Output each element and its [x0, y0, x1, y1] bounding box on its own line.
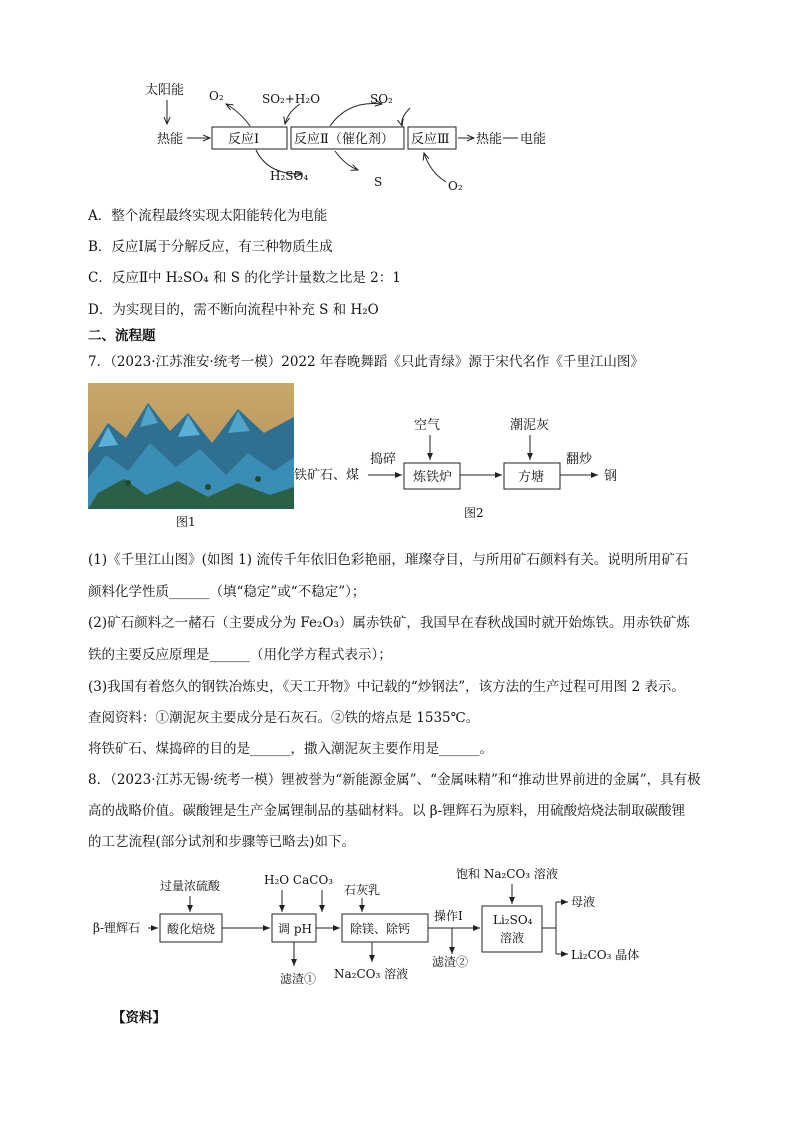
lithium-flow-diagram — [0, 862, 794, 992]
acid-label: 过量浓硫酸 — [160, 879, 221, 893]
crush-label: 捣碎 — [370, 452, 397, 467]
residue1-label: 滤渣① — [280, 972, 317, 986]
section-heading: 二、流程题 — [88, 328, 156, 344]
heat-in-label: 热能 — [157, 132, 184, 147]
remove-label: 除镁、除钙 — [350, 922, 411, 936]
reaction-3-label: 反应Ⅲ — [411, 132, 450, 147]
solar-label: 太阳能 — [145, 83, 185, 98]
stir-label: 翻炒 — [566, 452, 593, 467]
q7-part2-line2: 铁的主要反应原理是______（用化学方程式表示）； — [88, 647, 392, 663]
fig1-caption: 图1 — [176, 515, 196, 529]
air-label: 空气 — [414, 418, 441, 433]
feed-label: β-锂辉石 — [93, 921, 140, 935]
q7-part3: (3)我国有着悠久的钢铁冶炼史，《天工开物》中记载的“炒钢法”，该方法的生产过程可用图 2 表示。 — [88, 679, 685, 695]
steel-flow-diagram — [290, 405, 630, 525]
o2-out-label: O₂ — [209, 89, 224, 103]
lime-label: 潮泥灰 — [510, 418, 550, 433]
o2-in-label: O₂ — [448, 179, 463, 193]
painting-image — [88, 383, 294, 509]
heat-out-label: 热能 — [476, 132, 503, 147]
solution-label: 溶液 — [500, 931, 525, 945]
sat-na2co3-label: 饱和 Na₂CO₃ 溶液 — [456, 867, 558, 881]
q7-part2-line1: (2)矿石颜料之一赭石（主要成分为 Fe₂O₃）属赤铁矿，我国早在春秋战国时就开始炼铁。用赤铁矿炼 — [88, 615, 690, 631]
so2-right-label: SO₂ — [370, 92, 393, 106]
solar-cycle-diagram — [0, 0, 794, 205]
mother-liquor-label: 母液 — [571, 895, 596, 909]
q7-stem: 7．（2023·江苏淮安·统考一模）2022 年春晚舞蹈《只此青绿》源于宋代名作《千里江山图》 — [88, 354, 644, 370]
raw-material-label: 铁矿石、煤 — [294, 468, 360, 483]
q7-part3-question: 将铁矿石、煤捣碎的目的是______，撒入潮泥灰主要作用是______。 — [88, 741, 493, 757]
so2-h2o-label: SO₂+H₂O — [262, 92, 321, 106]
option-a: A．整个流程最终实现太阳能转化为电能 — [88, 208, 328, 224]
furnace-label: 炼铁炉 — [413, 470, 453, 485]
reaction-1-label: 反应Ⅰ — [228, 132, 260, 147]
reference-heading: 【资料】 — [112, 1010, 166, 1026]
residue2-label: 滤渣② — [432, 955, 469, 969]
q7-part1-line1: (1)《千里江山图》(如图 1) 流传千年依旧色彩艳丽，璀璨夺目，与所用矿石颜料有关。说明所用矿石 — [88, 552, 689, 568]
q7-part1-line2: 颜料化学性质______（填“稳定”或“不稳定”）； — [88, 584, 366, 600]
option-c: C．反应Ⅱ中 H₂SO₄ 和 S 的化学计量数之比是 2：1 — [88, 270, 401, 286]
fig2-caption: 图2 — [464, 506, 484, 520]
steel-label: 钢 — [604, 469, 618, 484]
pond-label: 方塘 — [518, 470, 545, 485]
na2co3-sol-label: Na₂CO₃ 溶液 — [334, 967, 409, 981]
h2so4-label: H₂SO₄ — [270, 169, 309, 183]
adjust-label: 调 pH — [278, 922, 312, 936]
q7-reference: 查阅资料：①潮泥灰主要成分是石灰石。②铁的熔点是 1535℃。 — [88, 710, 480, 726]
reaction-2-label: 反应Ⅱ（催化剂） — [294, 132, 394, 147]
electric-label: 电能 — [520, 132, 547, 147]
option-b: B．反应Ⅰ属于分解反应，有三种物质生成 — [88, 239, 333, 255]
crystal-label: Li₂CO₃ 晶体 — [571, 948, 640, 962]
roast-label: 酸化焙烧 — [167, 922, 216, 936]
limemilk-label: 石灰乳 — [344, 883, 381, 897]
reagents-label: H₂O CaCO₃ — [264, 873, 334, 887]
q8-line1: 8．（2023·江苏无锡·统考一模）锂被誉为“新能源金属”、“金属味精”和“推动世界前进的金属”，具有极 — [88, 772, 701, 788]
q8-line3: 的工艺流程(部分试剂和步骤等已略去)如下。 — [88, 834, 356, 850]
s-label: S — [374, 175, 383, 189]
op1-label: 操作Ⅰ — [434, 909, 463, 923]
q8-line2: 高的战略价值。碳酸锂是生产金属锂制品的基础材料。以 β-锂辉石为原料，用硫酸焙烧法制取碳酸锂 — [88, 803, 686, 819]
li2so4-label: Li₂SO₄ — [493, 913, 533, 927]
option-d: D．为实现目的，需不断向流程中补充 S 和 H₂O — [88, 302, 379, 318]
